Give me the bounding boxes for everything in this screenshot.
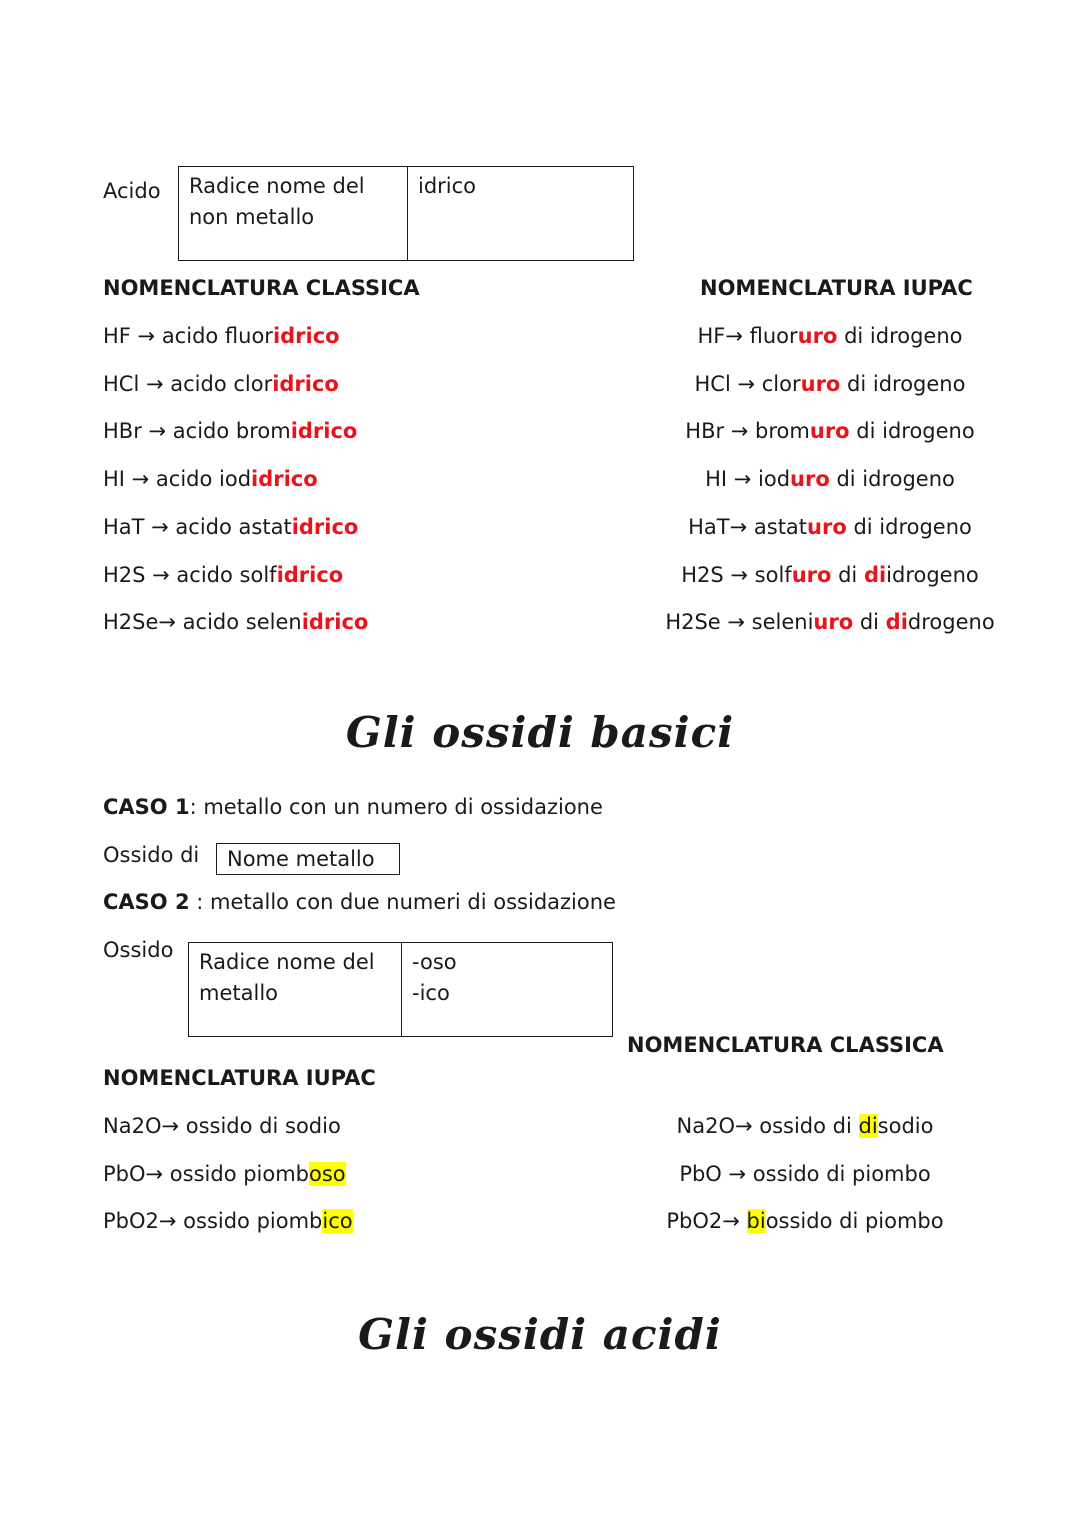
iupac-formula-text: HaT→ astat	[688, 514, 808, 539]
iupac-tail-text: di idrogeno	[837, 324, 963, 348]
iupac-acid-row	[640, 418, 1020, 444]
acid-formula-text: HCl → acido clor	[103, 371, 273, 396]
iupac-suffix-highlight: uro	[800, 371, 841, 396]
iupac-oxides-header: NOMENCLATURA IUPAC	[103, 1066, 376, 1090]
caso2-label: CASO 2	[103, 890, 190, 914]
iupac-formula-text: HCl → clor	[694, 371, 801, 396]
iupac-acid-row	[640, 514, 1020, 540]
caso2-line	[103, 890, 616, 914]
iupac-acid-row	[640, 371, 1020, 397]
iupac-end-text: idrogeno	[886, 562, 979, 587]
iupac-acid-row	[640, 323, 1020, 349]
section-title-ossidi-acidi: Gli ossidi acidi	[358, 1310, 722, 1359]
oxide-formula-text: PbO2→ ossido piomb	[103, 1209, 323, 1234]
oxide2-root-cell: Radice nome del metallo	[199, 950, 375, 1005]
iupac-acids-header: NOMENCLATURA IUPAC	[700, 276, 973, 300]
iupac-suffix-highlight: uro	[791, 562, 832, 587]
oxide-formula-text: PbO2→	[666, 1209, 747, 1234]
oxide-prefix-highlight: bi	[746, 1209, 766, 1234]
oxide-formula-text: PbO→ ossido piomb	[103, 1161, 310, 1186]
oxide-prefix-highlight: di	[858, 1114, 878, 1138]
iupac-tail-text: di idrogeno	[846, 514, 972, 539]
iupac-prefix-highlight: di	[863, 562, 887, 587]
iupac-tail-text: di idrogeno	[829, 467, 955, 492]
iupac-acid-row	[640, 562, 1020, 588]
iupac-tail-text: di idrogeno	[840, 371, 966, 396]
iupac-oxide-row	[103, 1208, 353, 1234]
oxide-formula-text: PbO → ossido di piombo	[679, 1161, 931, 1186]
acid-suffix-highlight: idrico	[272, 371, 339, 396]
classic-oxides-header: NOMENCLATURA CLASSICA	[627, 1033, 944, 1057]
classic-oxide-row	[610, 1113, 1000, 1139]
acid-suffix-highlight: idrico	[301, 610, 369, 635]
classic-acid-row	[103, 609, 368, 635]
caso1-text: : metallo con un numero di ossidazione	[189, 795, 603, 819]
acid-formula-text: HaT → acido astat	[103, 514, 292, 539]
iupac-formula-text: HBr → brom	[685, 419, 810, 444]
classic-acid-row	[103, 562, 343, 588]
acid-suffix-highlight: idrico	[272, 324, 340, 348]
oxide1-box	[216, 843, 400, 875]
oxide2-prefix: Ossido	[103, 938, 174, 962]
caso2-text: : metallo con due numeri di ossidazione	[189, 890, 616, 914]
oxide2-suffix-ico: -ico	[412, 981, 450, 1005]
acid-formula-text: HBr → acido brom	[103, 419, 291, 444]
acid-suffix-highlight: idrico	[251, 467, 318, 492]
oxide2-suffix-oso: -oso	[412, 950, 457, 974]
classic-oxide-row	[610, 1208, 1000, 1234]
acid-suffix-cell: idrico	[407, 167, 633, 260]
oxide-suffix-highlight: oso	[309, 1161, 346, 1186]
oxide1-cell: Nome metallo	[227, 847, 375, 871]
classic-acid-row	[103, 418, 357, 444]
caso1-line	[103, 795, 603, 819]
oxide-suffix-highlight: ico	[322, 1209, 353, 1234]
iupac-end-text: drogeno	[907, 610, 995, 635]
caso1-label: CASO 1	[103, 795, 190, 819]
oxide1-prefix: Ossido di	[103, 843, 200, 867]
iupac-suffix-highlight: uro	[809, 419, 850, 444]
acid-formula-text: HF → acido fluor	[103, 324, 273, 348]
iupac-acid-row	[640, 609, 1020, 635]
acid-suffix-highlight: idrico	[290, 419, 358, 444]
oxide-formula-text: Na2O→ ossido di	[676, 1114, 859, 1138]
iupac-oxide-row	[103, 1113, 341, 1139]
iupac-formula-text: HI → iod	[705, 467, 791, 492]
acid-formula-box	[178, 166, 634, 261]
oxide-tail-text: ossido di piombo	[765, 1209, 944, 1234]
iupac-acid-row	[640, 466, 1020, 492]
iupac-formula-text: H2S → solf	[681, 562, 792, 587]
iupac-prefix-highlight: di	[885, 610, 908, 635]
section-title-ossidi-basici: Gli ossidi basici	[345, 708, 735, 757]
iupac-suffix-highlight: uro	[807, 514, 847, 539]
iupac-tail-text: di	[831, 562, 864, 587]
iupac-suffix-highlight: uro	[790, 467, 830, 492]
iupac-tail-text: di	[853, 610, 886, 635]
classic-acid-row	[103, 371, 339, 397]
acid-formula-text: H2S → acido solf	[103, 562, 277, 587]
acid-suffix-highlight: idrico	[276, 562, 344, 587]
iupac-oxide-row	[103, 1161, 346, 1187]
classic-oxide-row	[610, 1161, 1000, 1187]
acid-formula-text: H2Se→ acido selen	[103, 610, 302, 635]
acid-formula-text: HI → acido iod	[103, 467, 252, 492]
oxide-tail-text: sodio	[877, 1114, 934, 1138]
iupac-formula-text: H2Se → seleni	[665, 610, 814, 635]
acid-prefix: Acido	[103, 179, 161, 203]
oxide2-suffix-cell	[401, 943, 612, 1036]
classic-acid-row	[103, 466, 318, 492]
acid-suffix-highlight: idrico	[291, 514, 359, 539]
classic-acid-row	[103, 514, 358, 540]
iupac-suffix-highlight: uro	[797, 324, 838, 348]
oxide2-box	[188, 942, 613, 1037]
iupac-suffix-highlight: uro	[813, 610, 854, 635]
iupac-tail-text: di idrogeno	[849, 419, 975, 444]
oxide-formula-text: Na2O→ ossido di sodio	[103, 1114, 341, 1138]
classic-acids-header: NOMENCLATURA CLASSICA	[103, 276, 420, 300]
iupac-formula-text: HF→ fluor	[697, 324, 798, 348]
acid-root-cell: Radice nome del non metallo	[189, 174, 365, 229]
classic-acid-row	[103, 323, 340, 349]
